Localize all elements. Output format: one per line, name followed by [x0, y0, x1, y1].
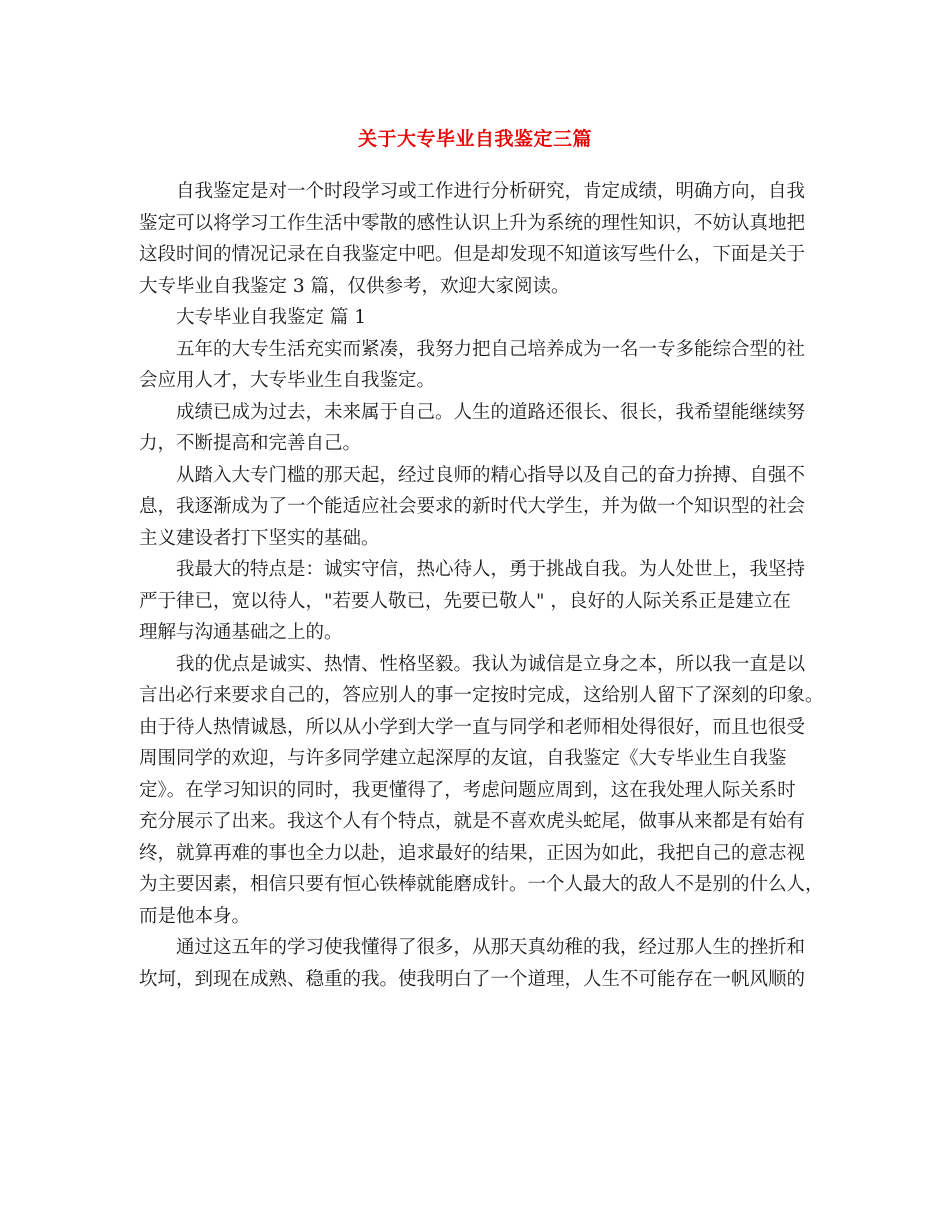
text-line: 大专毕业自我鉴定 3 篇，仅供参考，欢迎大家阅读。 — [139, 275, 570, 297]
text-line: 言出必行来要求自己的，答应别人的事一定按时完成，这给别人留下了深刻的印象。 — [139, 685, 824, 706]
text-line: 五年的大专生活充实而紧凑，我努力把自己培养成为一名一专多能综合型的社 — [176, 338, 806, 360]
paragraph — [139, 649, 825, 933]
text-line: 从踏入大专门槛的那天起，经过良师的精心指导以及自己的奋力拚搏、自强不 — [176, 464, 806, 486]
text-line: 由于待人热情诚恳，所以从小学到大学一直与同学和老师相处得很好，而且也很受 — [139, 716, 806, 738]
text-line: 周围同学的欢迎，与许多同学建立起深厚的友谊，自我鉴定《大专毕业生自我鉴 — [139, 748, 787, 769]
document-title: 关于大专毕业自我鉴定三篇 — [357, 128, 592, 150]
text-line: 定》。在学习知识的同时，我更懂得了，考虑问题应周到，这在我处理人际关系时 — [139, 779, 796, 801]
text-line: 这段时间的情况记录在自我鉴定中吧。但是却发现不知道该写些什么，下面是关于 — [139, 244, 806, 265]
text-line: 主义建设者打下坚实的基础。 — [139, 527, 380, 549]
paragraph — [139, 397, 825, 460]
text-line: 通过这五年的学习使我懂得了很多，从那天真幼稚的我，经过那人生的挫折和 — [176, 937, 806, 958]
text-line: 成绩已成为过去，未来属于自己。人生的道路还很长、很长，我希望能继续努 — [176, 401, 806, 423]
text-line: 而是他本身。 — [139, 905, 251, 927]
text-line: 坎坷，到现在成熟、稳重的我。使我明白了一个道理，人生不可能存在一帆风顺的 — [139, 968, 806, 990]
text-line: 为主要因素，相信只要有恒心铁棒就能磨成针。一个人最大的敌人不是别的什么人， — [139, 874, 824, 895]
text-line: 我最大的特点是：诚实守信，热心待人，勇于挑战自我。为人处世上，我坚持 — [176, 559, 806, 580]
paragraph — [139, 302, 825, 334]
document-body — [139, 176, 825, 995]
paragraph — [139, 554, 825, 649]
paragraph — [139, 460, 825, 555]
text-line: 鉴定可以将学习工作生活中零散的感性认识上升为系统的理性知识，不妨认真地把 — [139, 212, 806, 234]
text-line: 充分展示了出来。我这个人有个特点，就是不喜欢虎头蛇尾，做事从来都是有始有 — [139, 811, 806, 832]
text-line: 终，就算再难的事也全力以赴，追求最好的结果，正因为如此，我把自己的意志视 — [139, 842, 806, 864]
paragraph — [139, 932, 825, 995]
text-line: 息，我逐渐成为了一个能适应社会要求的新时代大学生，并为做一个知识型的社会 — [139, 496, 806, 517]
text-line: 大专毕业自我鉴定 篇 1 — [176, 307, 367, 328]
text-line: 严于律已，宽以待人，"若要人敬已，先要已敬人" ，良好的人际关系正是建立在 — [139, 590, 791, 612]
text-line: 我的优点是诚实、热情、性格坚毅。我认为诚信是立身之本，所以我一直是以 — [176, 653, 806, 675]
paragraph — [139, 176, 825, 302]
text-line: 会应用人才，大专毕业生自我鉴定。 — [139, 370, 436, 391]
text-line: 自我鉴定是对一个时段学习或工作进行分析研究，肯定成绩，明确方向，自我 — [176, 181, 806, 202]
paragraph — [139, 334, 825, 397]
text-line: 力，不断提高和完善自己。 — [139, 433, 362, 454]
text-line: 理解与沟通基础之上的。 — [139, 622, 343, 643]
